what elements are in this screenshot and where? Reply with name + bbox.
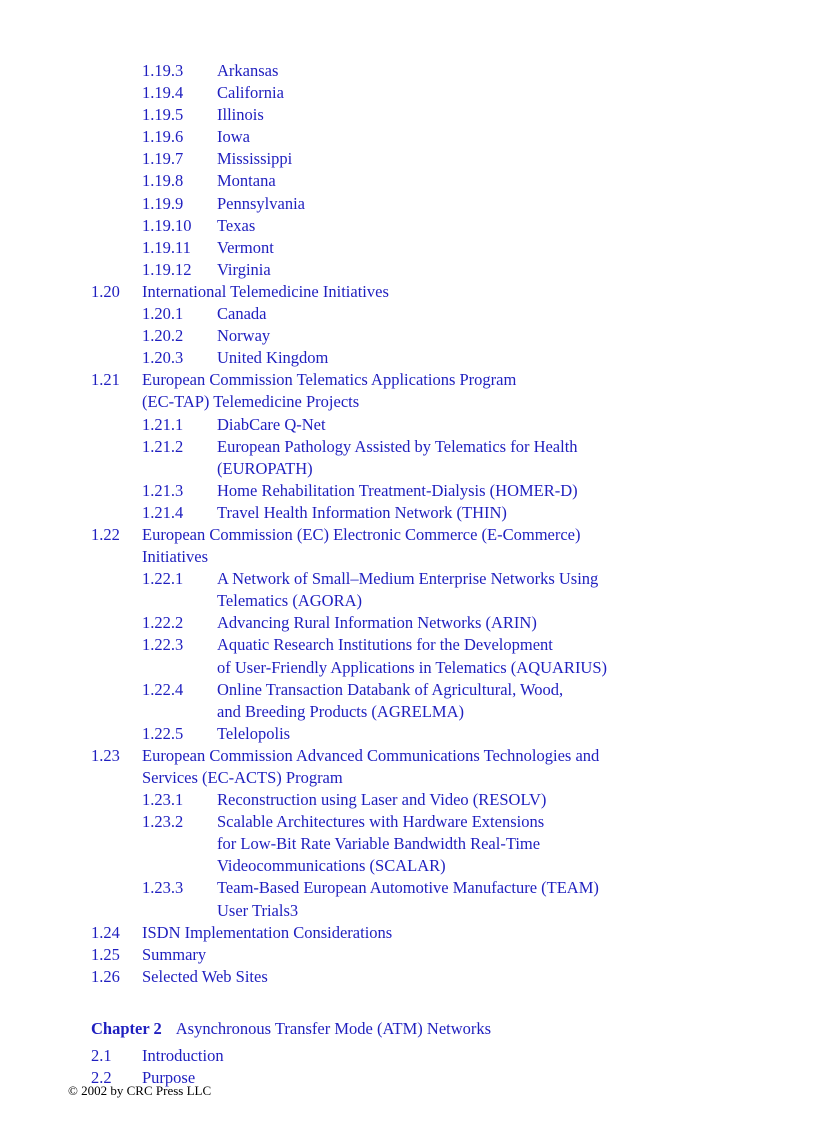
toc-entry[interactable] xyxy=(0,237,816,259)
toc-entry[interactable] xyxy=(0,215,816,237)
toc-entry[interactable] xyxy=(0,789,816,811)
toc-entry[interactable] xyxy=(0,944,816,966)
toc-entry-number: 1.23.2 xyxy=(142,812,184,832)
toc-entry-number: 1.20 xyxy=(91,281,120,301)
toc-entry[interactable] xyxy=(0,281,816,303)
toc-entry-title: Reconstruction using Laser and Video (RESOLV) xyxy=(217,790,547,810)
toc-entry-number: 1.25 xyxy=(91,944,120,964)
toc-entry-number: 1.22.4 xyxy=(142,679,184,699)
toc-entry[interactable] xyxy=(0,966,816,988)
toc-entry-title: ISDN Implementation Considerations xyxy=(142,922,393,942)
toc-entry-number: 1.22 xyxy=(91,524,120,544)
toc-entry-title: User Trials3 xyxy=(217,900,299,920)
toc-entry[interactable] xyxy=(0,436,816,480)
toc-entry-title: Selected Web Sites xyxy=(142,966,268,986)
toc-entry-title: European Pathology Assisted by Telematics for Health xyxy=(217,436,578,456)
toc-entry[interactable] xyxy=(0,922,816,944)
toc-entry-title: Initiatives xyxy=(142,547,208,567)
toc-entry-title: Vermont xyxy=(217,237,274,257)
toc-entry-number: 1.21.4 xyxy=(142,502,184,522)
toc-entry[interactable] xyxy=(0,524,816,568)
toc-entry-title: Texas xyxy=(217,215,256,235)
toc-entry-number: 1.21.1 xyxy=(142,414,184,434)
toc-entry-title: Advancing Rural Information Networks (ARIN) xyxy=(217,613,537,633)
toc-chapter-1-entries xyxy=(0,60,816,988)
toc-entry-number: 1.19.3 xyxy=(142,61,184,80)
toc-entry-title: Iowa xyxy=(217,127,250,147)
toc-entry-title: Arkansas xyxy=(217,61,279,80)
toc-entry-title: Virginia xyxy=(217,259,271,279)
toc-entry-number: 1.19.6 xyxy=(142,127,184,147)
toc-entry-number: 1.19.5 xyxy=(142,105,184,125)
toc-entry[interactable] xyxy=(0,723,816,745)
toc-entry-number: 1.19.8 xyxy=(142,171,184,191)
toc-entry-number: 1.23.1 xyxy=(142,790,184,810)
toc-entry[interactable] xyxy=(0,104,816,126)
toc-entry-title: and Breeding Products (AGRELMA) xyxy=(217,701,465,721)
toc-entry-title: Travel Health Information Network (THIN) xyxy=(217,502,507,522)
toc-entry-number: 1.19.11 xyxy=(142,237,191,257)
toc-entry-number: 1.24 xyxy=(91,922,120,942)
toc-entry-title: Introduction xyxy=(142,1045,224,1065)
toc-entry-title: for Low-Bit Rate Variable Bandwidth Real-Time xyxy=(217,834,541,854)
toc-entry[interactable] xyxy=(0,325,816,347)
toc-entry-title: (EC-TAP) Telemedicine Projects xyxy=(142,392,360,412)
toc-entry-number: 1.20.1 xyxy=(142,304,184,324)
toc-entry[interactable] xyxy=(0,480,816,502)
toc-entry-number: 1.26 xyxy=(91,966,120,986)
toc-entry[interactable] xyxy=(0,303,816,325)
toc-entry-title: of User-Friendly Applications in Telematics (AQUARIUS) xyxy=(217,657,608,677)
toc-entry[interactable] xyxy=(0,347,816,369)
toc-entry-title: Online Transaction Databank of Agricultural, Wood, xyxy=(217,679,564,699)
chapter-title: Asynchronous Transfer Mode (ATM) Networks xyxy=(175,1018,492,1038)
toc-entry-title: European Commission (EC) Electronic Commerce (E-Commerce) xyxy=(142,524,581,544)
toc-entry-title: Home Rehabilitation Treatment-Dialysis (HOMER-D) xyxy=(217,480,578,500)
toc-entry-number: 1.23.3 xyxy=(142,878,184,898)
toc-entry-number: 1.21.2 xyxy=(142,436,184,456)
toc-entry[interactable] xyxy=(0,1045,816,1067)
toc-entry[interactable] xyxy=(0,502,816,524)
toc-entry-number: 2.2 xyxy=(91,1068,112,1088)
toc-entry[interactable] xyxy=(0,148,816,170)
toc-entry-number: 1.23 xyxy=(91,745,120,765)
copyright-footer: © 2002 by CRC Press LLC xyxy=(68,1083,212,1098)
toc-entry-title: (EUROPATH) xyxy=(217,458,313,478)
toc-entry-title: Telematics (AGORA) xyxy=(217,591,363,611)
toc-entry-number: 1.20.3 xyxy=(142,348,184,368)
toc-entry-title: Summary xyxy=(142,944,207,964)
toc-entry-number: 1.19.4 xyxy=(142,83,184,103)
toc-entry-number: 1.19.12 xyxy=(142,259,192,279)
toc-entry[interactable] xyxy=(0,811,816,877)
toc-entry[interactable] xyxy=(0,369,816,413)
toc-entry-title: Norway xyxy=(217,326,271,346)
toc-entry-title: International Telemedicine Initiatives xyxy=(142,281,389,301)
toc-entry[interactable] xyxy=(0,877,816,921)
toc-entry-number: 1.22.1 xyxy=(142,569,184,589)
toc-entry-title: Telelopolis xyxy=(217,723,291,743)
toc-entry-title: Aquatic Research Institutions for the Development xyxy=(217,635,553,655)
toc-entry-number: 1.19.10 xyxy=(142,215,192,235)
toc-entry[interactable] xyxy=(0,612,816,634)
chapter-label: Chapter 2 xyxy=(91,1018,162,1038)
toc-entry[interactable] xyxy=(0,126,816,148)
toc-entry-title: Services (EC-ACTS) Program xyxy=(142,768,343,787)
toc-entry-title: Mississippi xyxy=(217,149,293,169)
toc-entry-title: Pennsylvania xyxy=(217,193,305,213)
toc-entry-title: Videocommunications (SCALAR) xyxy=(217,856,446,876)
toc-entry-number: 1.19.9 xyxy=(142,193,184,213)
toc-entry[interactable] xyxy=(0,745,816,789)
toc-entry-number: 1.21.3 xyxy=(142,480,184,500)
toc-entry-number: 1.22.5 xyxy=(142,723,184,743)
toc-entry-number: 1.21 xyxy=(91,370,120,390)
table-of-contents xyxy=(0,60,816,1089)
toc-entry-title: European Commission Telematics Applications Program xyxy=(142,370,517,390)
toc-entry[interactable] xyxy=(0,60,816,82)
toc-entry-title: Team-Based European Automotive Manufacture (TEAM) xyxy=(217,878,599,898)
toc-entry-title: Purpose xyxy=(142,1068,196,1088)
toc-entry[interactable] xyxy=(0,568,816,612)
toc-entry[interactable] xyxy=(0,259,816,281)
toc-entry-number: 1.20.2 xyxy=(142,326,184,346)
toc-entry-title: Illinois xyxy=(217,105,264,125)
toc-entry-title: DiabCare Q-Net xyxy=(217,414,326,434)
chapter-heading[interactable] xyxy=(0,1018,816,1040)
toc-entry[interactable] xyxy=(0,634,816,678)
toc-entry-title: A Network of Small–Medium Enterprise Networks Using xyxy=(217,569,599,589)
toc-entry[interactable] xyxy=(0,170,816,192)
toc-entry-title: United Kingdom xyxy=(217,348,329,368)
toc-entry[interactable] xyxy=(0,414,816,436)
toc-entry[interactable] xyxy=(0,679,816,723)
toc-entry[interactable] xyxy=(0,193,816,215)
toc-entry-title: California xyxy=(217,83,284,103)
toc-entry-title: European Commission Advanced Communications Technologies and xyxy=(142,745,600,765)
toc-entry-title: Scalable Architectures with Hardware Extensions xyxy=(217,812,545,832)
toc-entry-number: 1.22.3 xyxy=(142,635,184,655)
toc-entry-title: Canada xyxy=(217,304,267,324)
toc-entry-number: 1.19.7 xyxy=(142,149,184,169)
toc-entry-title: Montana xyxy=(217,171,276,191)
toc-entry[interactable] xyxy=(0,82,816,104)
toc-entry-number: 2.1 xyxy=(91,1045,112,1065)
toc-entry-number: 1.22.2 xyxy=(142,613,184,633)
